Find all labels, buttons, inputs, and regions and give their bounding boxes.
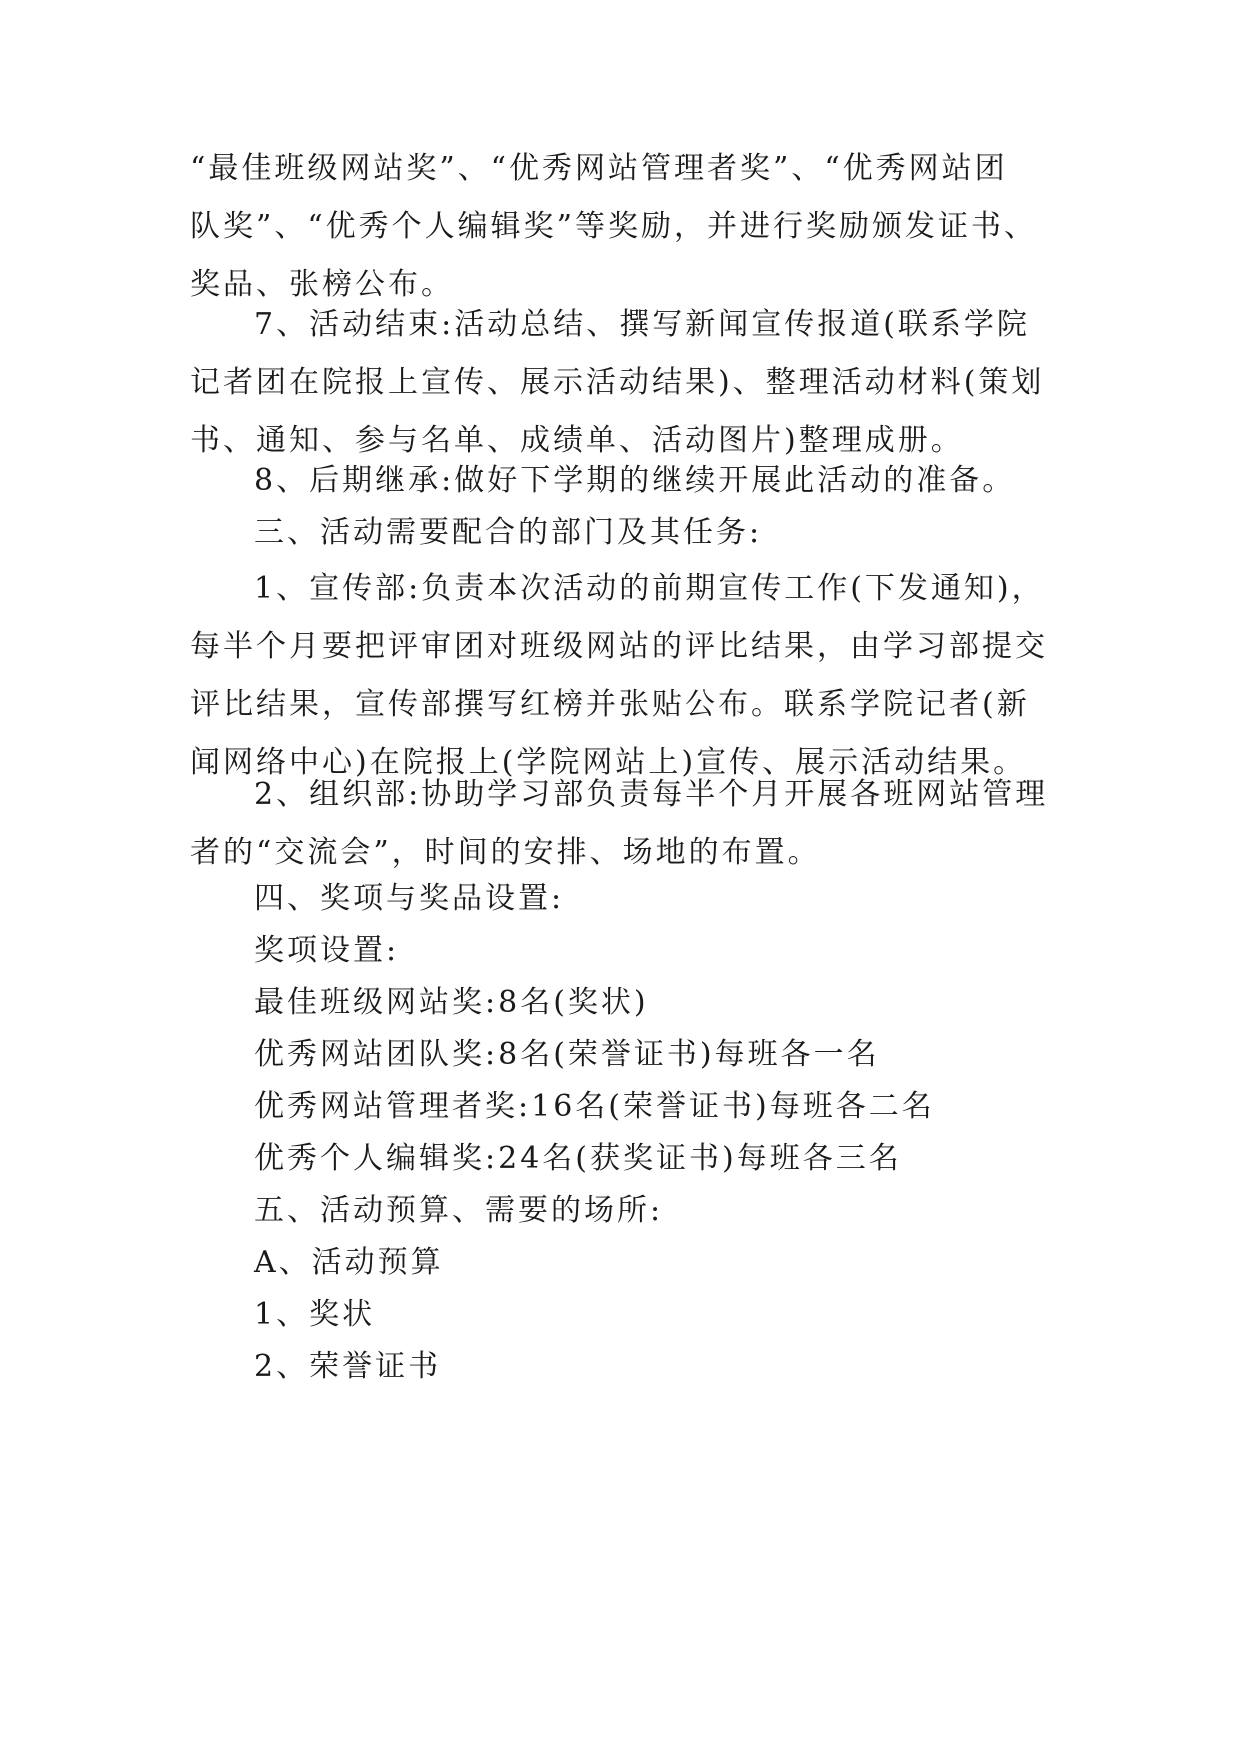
text-line: 优秀网站团队奖:8名(荣誉证书)每班各一名 [254,1037,880,1072]
subheading-activity-budget [190,1234,1050,1292]
text-line: 1、奖状 [254,1297,376,1332]
text-line: 三、活动需要配合的部门及其任务: [254,515,763,550]
paragraph-awards-continuation [190,140,1050,314]
text-line: 评比结果，宣传部撰写红榜并张贴公布。联系学院记者(新 [190,687,1030,722]
paragraph-propaganda-dept [190,560,1050,792]
budget-item-honor-certificate [190,1338,1050,1396]
paragraph-later-inheritance [190,452,1050,510]
award-item-website-manager [190,1078,1050,1136]
award-item-website-team [190,1026,1050,1084]
text-line: 奖项设置: [254,933,400,968]
award-item-personal-editor [190,1130,1050,1188]
text-line: 奖品、张榜公布。 [190,267,454,302]
section-heading-departments [190,504,1050,562]
paragraph-activity-end [190,296,1050,470]
text-line: 优秀网站管理者奖:16名(荣誉证书)每班各二名 [254,1089,935,1124]
text-line: 闻网络中心)在院报上(学院网站上)宣传、展示活动结果。 [190,745,1027,780]
text-line: 每半个月要把评审团对班级网站的评比结果，由学习部提交 [190,629,1048,664]
text-line: 1、宣传部:负责本次活动的前期宣传工作(下发通知)， [254,571,1045,606]
text-line: “最佳班级网站奖”、“优秀网站管理者奖”、“优秀网站团 [190,151,1008,186]
text-line: 8、后期继承:做好下学期的继续开展此活动的准备。 [254,463,1016,498]
text-line: 最佳班级网站奖:8名(奖状) [254,985,649,1020]
award-item-best-class-website [190,974,1050,1032]
text-line: 书、通知、参与名单、成绩单、活动图片)整理成册。 [190,423,964,458]
text-line: 者的“交流会”，时间的安排、场地的布置。 [190,835,821,870]
text-line: 2、组织部:协助学习部负责每半个月开展各班网站管理 [254,777,1049,812]
text-line: 队奖”、“优秀个人编辑奖”等奖励，并进行奖励颁发证书、 [190,209,1038,244]
text-line: A、活动预算 [254,1245,444,1280]
paragraph-organization-dept [190,766,1050,882]
text-line: 四、奖项与奖品设置: [254,881,565,916]
section-heading-awards [190,870,1050,928]
subheading-award-settings [190,922,1050,980]
text-line: 7、活动结束:活动总结、撰写新闻宣传报道(联系学院 [254,307,1030,342]
budget-item-certificate [190,1286,1050,1344]
text-line: 优秀个人编辑奖:24名(获奖证书)每班各三名 [254,1141,902,1176]
text-line: 记者团在院报上宣传、展示活动结果)、整理活动材料(策划 [190,365,1045,400]
text-line: 2、荣誉证书 [254,1349,442,1384]
text-line: 五、活动预算、需要的场所: [254,1193,664,1228]
section-heading-budget [190,1182,1050,1240]
